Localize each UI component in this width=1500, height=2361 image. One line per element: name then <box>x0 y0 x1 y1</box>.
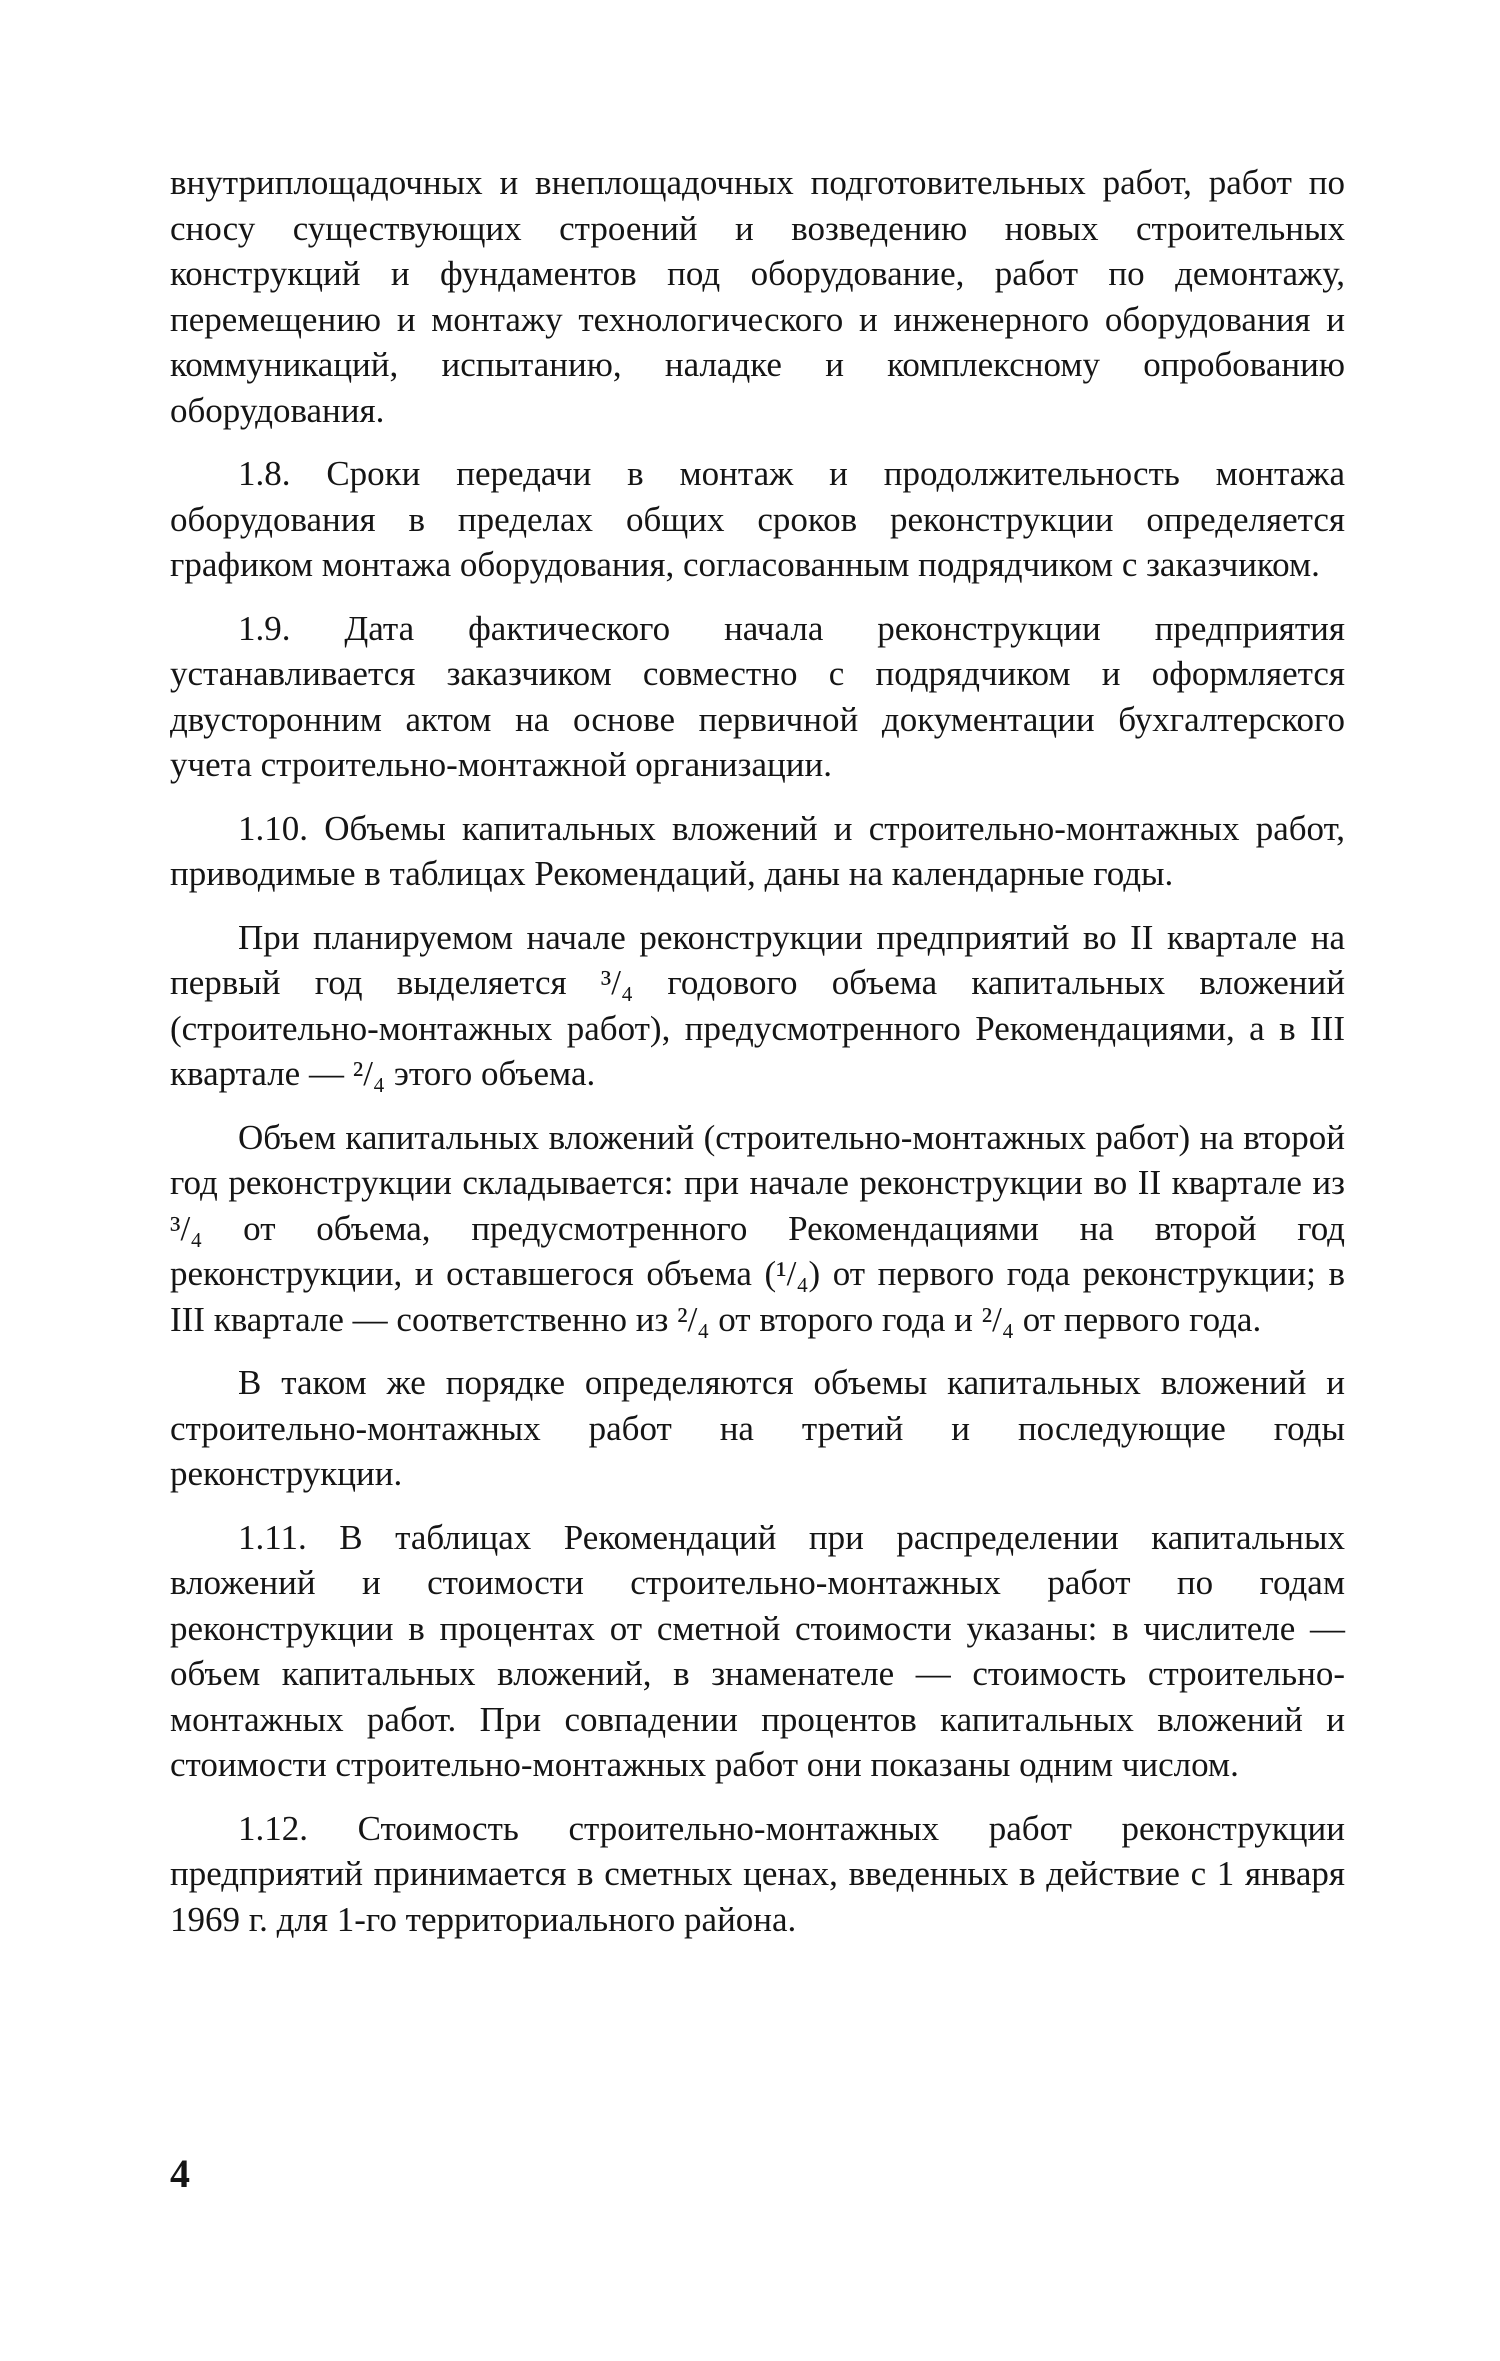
paragraph-text: В таком же порядке определяются объемы капитальных вложений и строительно-монтажных работ на третий и последующие годы реконструкции. <box>170 1363 1345 1493</box>
paragraph-text: Дата фактического начала реконструкции предприятия устанавливается заказчиком совместно с подрядчиком и оформляется двусторонним актом на основе первичной документации бухгалтерского учета строительно-монтажной организации. <box>170 608 1345 784</box>
paragraph-number: 1.10. <box>238 808 308 848</box>
paragraph-number: 1.11. <box>238 1517 307 1557</box>
paragraph-text: При планируемом начале реконструкции предприятий во II квартале на первый год выделяется ³/₄ годового объема капитальных вложений (строительно-монтажных работ), предусмотренного Рекомендациями, а в III квартале — ²/₄ этого объема. <box>170 917 1345 1093</box>
paragraph-text: Объем капитальных вложений (строительно-монтажных работ) на второй год реконструкции складывается: при начале реконструкции во II квартале из ³/₄ от объема, предусмотренного Рекомендациями на второй год реконструкции, и оставшегося объема (¹/₄) от первого года реконструкции; в III квартале — соответственно из ²/₄ от второго года и ²/₄ от первого года. <box>170 1117 1345 1339</box>
paragraph-1-8 <box>170 451 1345 588</box>
paragraph-1-10 <box>170 806 1345 897</box>
paragraph-number: 1.9. <box>238 608 291 648</box>
paragraph-number: 1.8. <box>238 454 291 493</box>
paragraph-number: 1.12. <box>238 1808 308 1848</box>
paragraph-text: Объемы капитальных вложений и строительно-монтажных работ, приводимые в таблицах Рекомендаций, даны на календарные годы. <box>170 808 1345 893</box>
paragraph-subsequent-years <box>170 1360 1345 1497</box>
paragraph-text: Сроки передачи в монтаж и продолжительность монтажа оборудования в пределах общих сроков реконструкции определяется графиком монтажа оборудования, согласованным подрядчиком с заказчиком. <box>170 454 1346 584</box>
paragraph-1-9 <box>170 606 1345 788</box>
paragraph-continuation <box>170 160 1345 433</box>
paragraph-text: внутриплощадочных и внеплощадочных подготовительных работ, работ по сносу существующих строений и возведению новых строительных конструкций и фундаментов под оборудование, работ по демонтажу, перемещению и монтажу технологического и инженерного оборудования и коммуникаций, испытанию, наладке и комплексному опробованию оборудования. <box>170 163 1345 430</box>
paragraph-text: Стоимость строительно-монтажных работ реконструкции предприятий принимается в сметных ценах, введенных в действие с 1 января 1969 г. для 1-го территориального района. <box>170 1808 1345 1939</box>
paragraph-1-12 <box>170 1806 1345 1943</box>
page-number: 4 <box>170 2151 190 2196</box>
paragraph-quarter-planning <box>170 915 1345 1097</box>
document-body <box>170 160 1345 1960</box>
paragraph-text: В таблицах Рекомендаций при распределении капитальных вложений и стоимости строительно-монтажных работ по годам реконструкции в процентах от сметной стоимости указаны: в числителе — объем капитальных вложений, в знаменателе — стоимость строительно-монтажных работ. При совпадении процентов капитальных вложений и стоимости строительно-монтажных работ они показаны одним числом. <box>170 1517 1346 1784</box>
paragraph-1-11 <box>170 1515 1345 1788</box>
paragraph-second-year <box>170 1115 1345 1343</box>
